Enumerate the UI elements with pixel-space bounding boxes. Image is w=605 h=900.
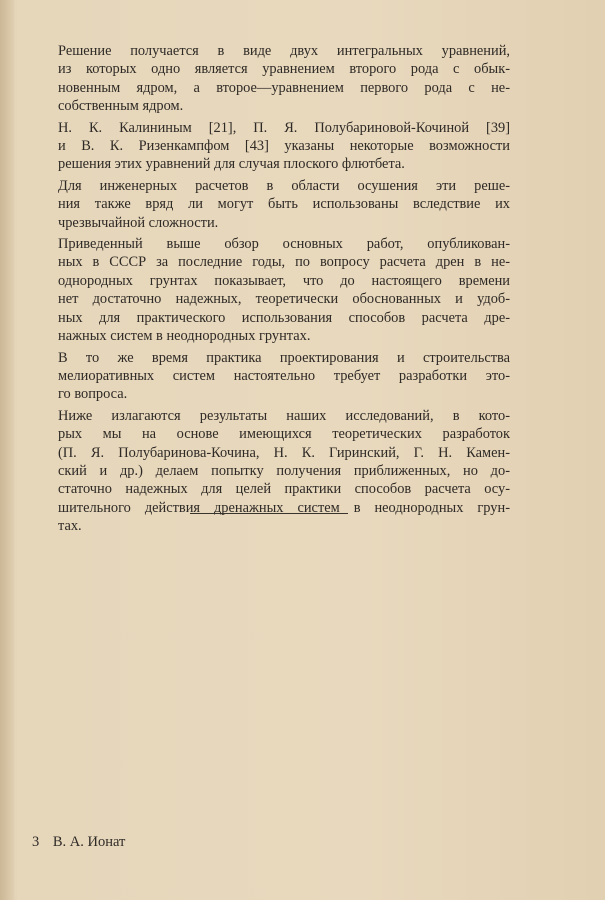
page-footer [32,834,125,851]
text-line: рых мы на основе имеющихся теоретических разработок [58,426,510,443]
text-line: ных в СССР за последние годы, по вопросу расчета дрен в не- [58,254,510,271]
text-line: В то же время практика проектирования и строительства [58,349,510,366]
page-binding-shadow [0,0,14,900]
paragraph-5 [58,349,510,404]
text-line: ский и др.) делаем попытку получения приближенных, но до- [58,462,510,479]
paragraph-2 [58,119,510,174]
body-text [58,42,510,539]
text-line: шительного действия дренажных систем в неоднородных грун- [58,499,510,516]
text-line: Н. К. Калининым [21], П. Я. Полубариновой-Кочиной [39] [58,119,510,136]
text-line: Для инженерных расчетов в области осушения эти реше- [58,177,510,194]
text-line: ных для практического использования способов расчета дре- [58,309,510,326]
page-number: 3 [32,834,40,850]
text-line: мелиоративных систем настоятельно требует разработки это- [58,367,510,384]
text-line: Приведенный выше обзор основных работ, опубликован- [58,236,510,253]
text-line: Ниже излагаются результаты наших исследований, в кото- [58,407,510,424]
footer-author: В. А. Ионат [52,834,126,850]
paragraph-6 [58,407,510,536]
text-line: и В. К. Ризенкампфом [43] указаны некоторые возможности [58,138,510,155]
text-line: собственным ядром. [58,98,184,115]
text-line: Решение получается в виде двух интегральных уравнений, [58,43,510,59]
text-line: из которых одно является уравнением второго рода с обык- [58,61,510,78]
text-line: тах. [58,518,82,535]
section-end-rule [190,513,348,514]
text-line: ния также вряд ли могут быть использованы вследствие их [58,196,510,213]
paragraph-1 [58,42,510,116]
text-line: (П. Я. Полубаринова-Кочина, Н. К. Гиринский, Г. Н. Камен- [58,444,510,461]
paragraph-4 [58,235,510,345]
text-line: чрезвычайной сложности. [58,214,219,231]
text-line: нет достаточно надежных, теоретически обоснованных и удоб- [58,291,510,308]
text-line: го вопроса. [58,386,128,403]
text-line: нажных систем в неоднородных грунтах. [58,328,311,345]
text-line: однородных грунтах показывает, что до настоящего времени [58,272,510,289]
text-line: решения этих уравнений для случая плоского флютбета. [58,156,405,173]
paragraph-3 [58,177,510,232]
text-line: новенным ядром, а второе—уравнением первого рода с не- [58,79,510,96]
text-line: статочно надежных для целей практики способов расчета осу- [58,481,510,498]
